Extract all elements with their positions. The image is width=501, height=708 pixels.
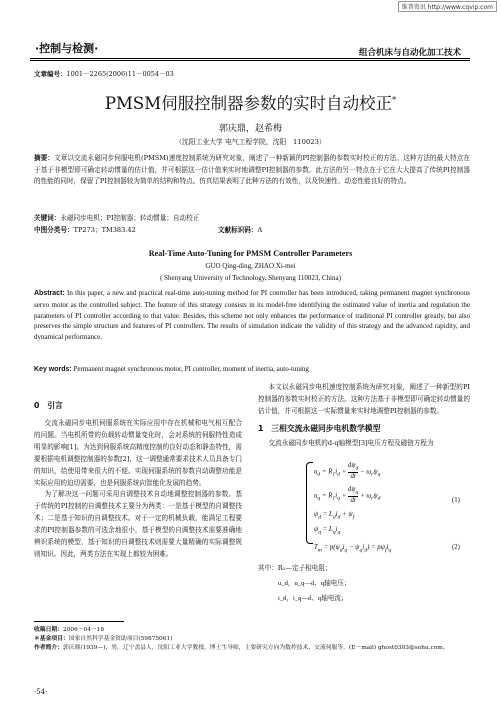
header-rule: [30, 58, 470, 59]
english-affiliation: ( Shenyang University of Technology, Shenyang 110023, China): [160, 274, 341, 282]
authors: 郭庆鼎，赵希梅: [218, 124, 282, 134]
equation-psid: $\psi_d = L_di_d + \psi_f$: [314, 511, 355, 521]
footnote-fund: [34, 635, 470, 644]
clc-label: 中图分类号：: [34, 226, 74, 234]
model-intro-text: 交流永磁同步电机的d-q轴模型[3]电压方程及磁链方程为: [268, 439, 434, 447]
author-bio-label: 作者简介：: [34, 645, 63, 651]
intro-paragraph-1: 交流永磁同步电机伺服系统在实际应用中存在机械和电气相互配合的问题。当电机所带的负载转动惯量变化时，会对系统的伺服特性造成明显的影响[1]。为达到伺服系统高精度控制的良好动态和静态特性，需要根据电机调整控制器的参数[2]，这一调整通常要求技术人员具备专门的知识，给使用带来很大的不便。实现伺服系统的参数自动调整功能是实际应用的迫切需要，也是伺服系统向智能化发展的趋势。: [34, 419, 242, 487]
english-abstract-text: In this paper, a new and practical real-time auto-tuning method for PI controller has been introduced, taking permanent magnet synchronous servo motor as the controlled subject. The feature of this strategy consists in its model-free identifying the estimated value of inertia and regulation the parameters of PI controller according to that value. Besides, this scheme not only enhances the performance of traditional PI controller greatly, but also preserves the simple structure and features of PI controllers. The results of simulation indicate the validity of this strategy and the advanced rapidity, and dynamical performance.: [34, 289, 470, 342]
footnote-rule: [34, 621, 124, 622]
clc-value: TP273；TM383.42: [73, 226, 136, 234]
chinese-keywords: [34, 212, 199, 222]
english-title: Real-Time Auto-Tuning for PMSM Controller Parameters: [148, 249, 353, 258]
english-keywords-text: Permanent magnet synchronous motor, PI controller, moment of inertia, auto-tuning: [73, 365, 309, 373]
section-heading-model: 1 三相交流永磁同步电机数学模型: [258, 424, 381, 433]
keywords-text: 永磁同步电机；PI控制器；转动惯量；自动校正: [60, 214, 200, 222]
equation-psiq: $\psi_q = L_qi_q$: [314, 526, 341, 536]
fund-label: ＊基金项目：: [34, 636, 69, 642]
author-bio-text: 郭庆鼎(1939—)，男，辽宁盖县人，沈阳工业大学教授，博士生导师，主要研究方向为数控技术、交流伺服等，(E－mail) ghost0303@sohu.com。: [63, 645, 449, 651]
fund-text: 国家自然科学基金资助项目(59875061): [68, 636, 173, 642]
section-label-left: ·控制与检测·: [35, 42, 99, 55]
english-authors: GUO Qing-ding, ZHAO Xi-mei: [205, 262, 296, 270]
doc-code-value: A: [257, 226, 263, 234]
equation-ud: $u_d = R_1i_d$ + $d\psi_d$ dt − $\omega_r\psi_q$: [314, 462, 381, 481]
abstract-label: 摘要：: [34, 154, 55, 162]
english-keywords-label: Key words:: [34, 366, 72, 373]
where-line-1: 其中：R₁—定子相电阻；: [258, 564, 332, 572]
equation-uq: $u_q = R_1i_q$ + $d\psi_q$ dt + $\omega_r\psi_d$: [314, 486, 381, 505]
equation-number-2: (2): [452, 544, 460, 551]
received-date: 2006－04－18: [63, 627, 105, 633]
footnote-received: [34, 626, 470, 635]
intro-body: [34, 418, 242, 561]
article-number-label: 文章编号：: [34, 70, 67, 78]
header-rule-thin: [30, 60, 470, 61]
intro-body-right: [258, 382, 470, 418]
intro-paragraph-2: 为了解决这一问题可采用自调整技术自动地调整控制器的参数。基于传统的PI控制的自调整技术主要分为两类：一是基于模型的自调整技术；二是基于知识的自调整技术。对于一定的机械负载，能满足工程要求的PI控制器参数的可选余地很小，基于模型的自调整技术需要准确地辨识系统的模型，基于知识的自调整技术则需要大量精确的实际调整规则知识。因此，两类方法在实现上都较为困难。: [34, 490, 242, 558]
english-abstract-label: Abstract:: [34, 290, 65, 297]
abstract-text: 文章以交流永磁同步伺服电机(PMSM)速度控制系统为研究对象，阐述了一种新颖的PI控制器的参数实时校正的方法。这种方法的最大特点在于基于非模型即可确定转动惯量的估计值，并可根据这一估计值来实时地调整PI控制器的参数。此方法的另一特点在于它在大大提高了传统PI控制器的性能的同时，保留了PI控制器较为简单的结构和特点。仿真结果表明了此种方法的有效性，以及快速性、动态性能良好的特点。: [34, 154, 471, 186]
equation-brace: [306, 462, 313, 544]
classification-line: [34, 224, 302, 234]
section-heading-intro: 0 引言: [34, 401, 63, 410]
affiliation: （沈阳工业大学 电气工程学院，沈阳 110023）: [175, 138, 326, 146]
footnote-author: [34, 644, 470, 653]
watermark: 维普资讯 http://www.cqvip.com: [398, 1, 497, 12]
journal-name: 组合机床与自动化加工技术: [358, 48, 461, 58]
received-label: 收稿日期：: [34, 627, 63, 633]
intro-paragraph-3: 本文以永磁同步电机速度控制系统为研究对象，阐述了一种新型的PI控制器的参数实时校正的方法。这种方法基于非模型即可确定转动惯量的估计值，并可根据这一实际惯量来实时地调整PI控制器的参数。: [258, 383, 470, 415]
chinese-abstract: [34, 153, 470, 188]
paper-title: [0, 90, 501, 114]
article-number: [34, 69, 174, 78]
english-keywords: [34, 365, 470, 373]
title-footnote-mark: *: [392, 95, 397, 105]
where-line-3: i_d，i_q—d、q轴电流；: [278, 595, 348, 602]
equation-number-1: (1): [452, 497, 460, 504]
english-abstract: [34, 288, 470, 343]
paper-title-text: PMSM伺服控制器参数的实时自动校正: [104, 94, 393, 113]
page-number: ·54·: [34, 688, 48, 696]
where-line-2: u_d，u_q—d、q轴电压；: [278, 580, 351, 587]
keywords-label: 关键词：: [34, 214, 61, 222]
doc-code-label: 文献标识码：: [217, 226, 258, 234]
article-number-value: 1001－2265(2006)11－0054－03: [66, 70, 174, 78]
model-intro: [258, 438, 470, 450]
equation-torque: $T_m = p(\psi_di_q - \psi_qi_d) = p\psi_fi_q$: [314, 544, 392, 554]
